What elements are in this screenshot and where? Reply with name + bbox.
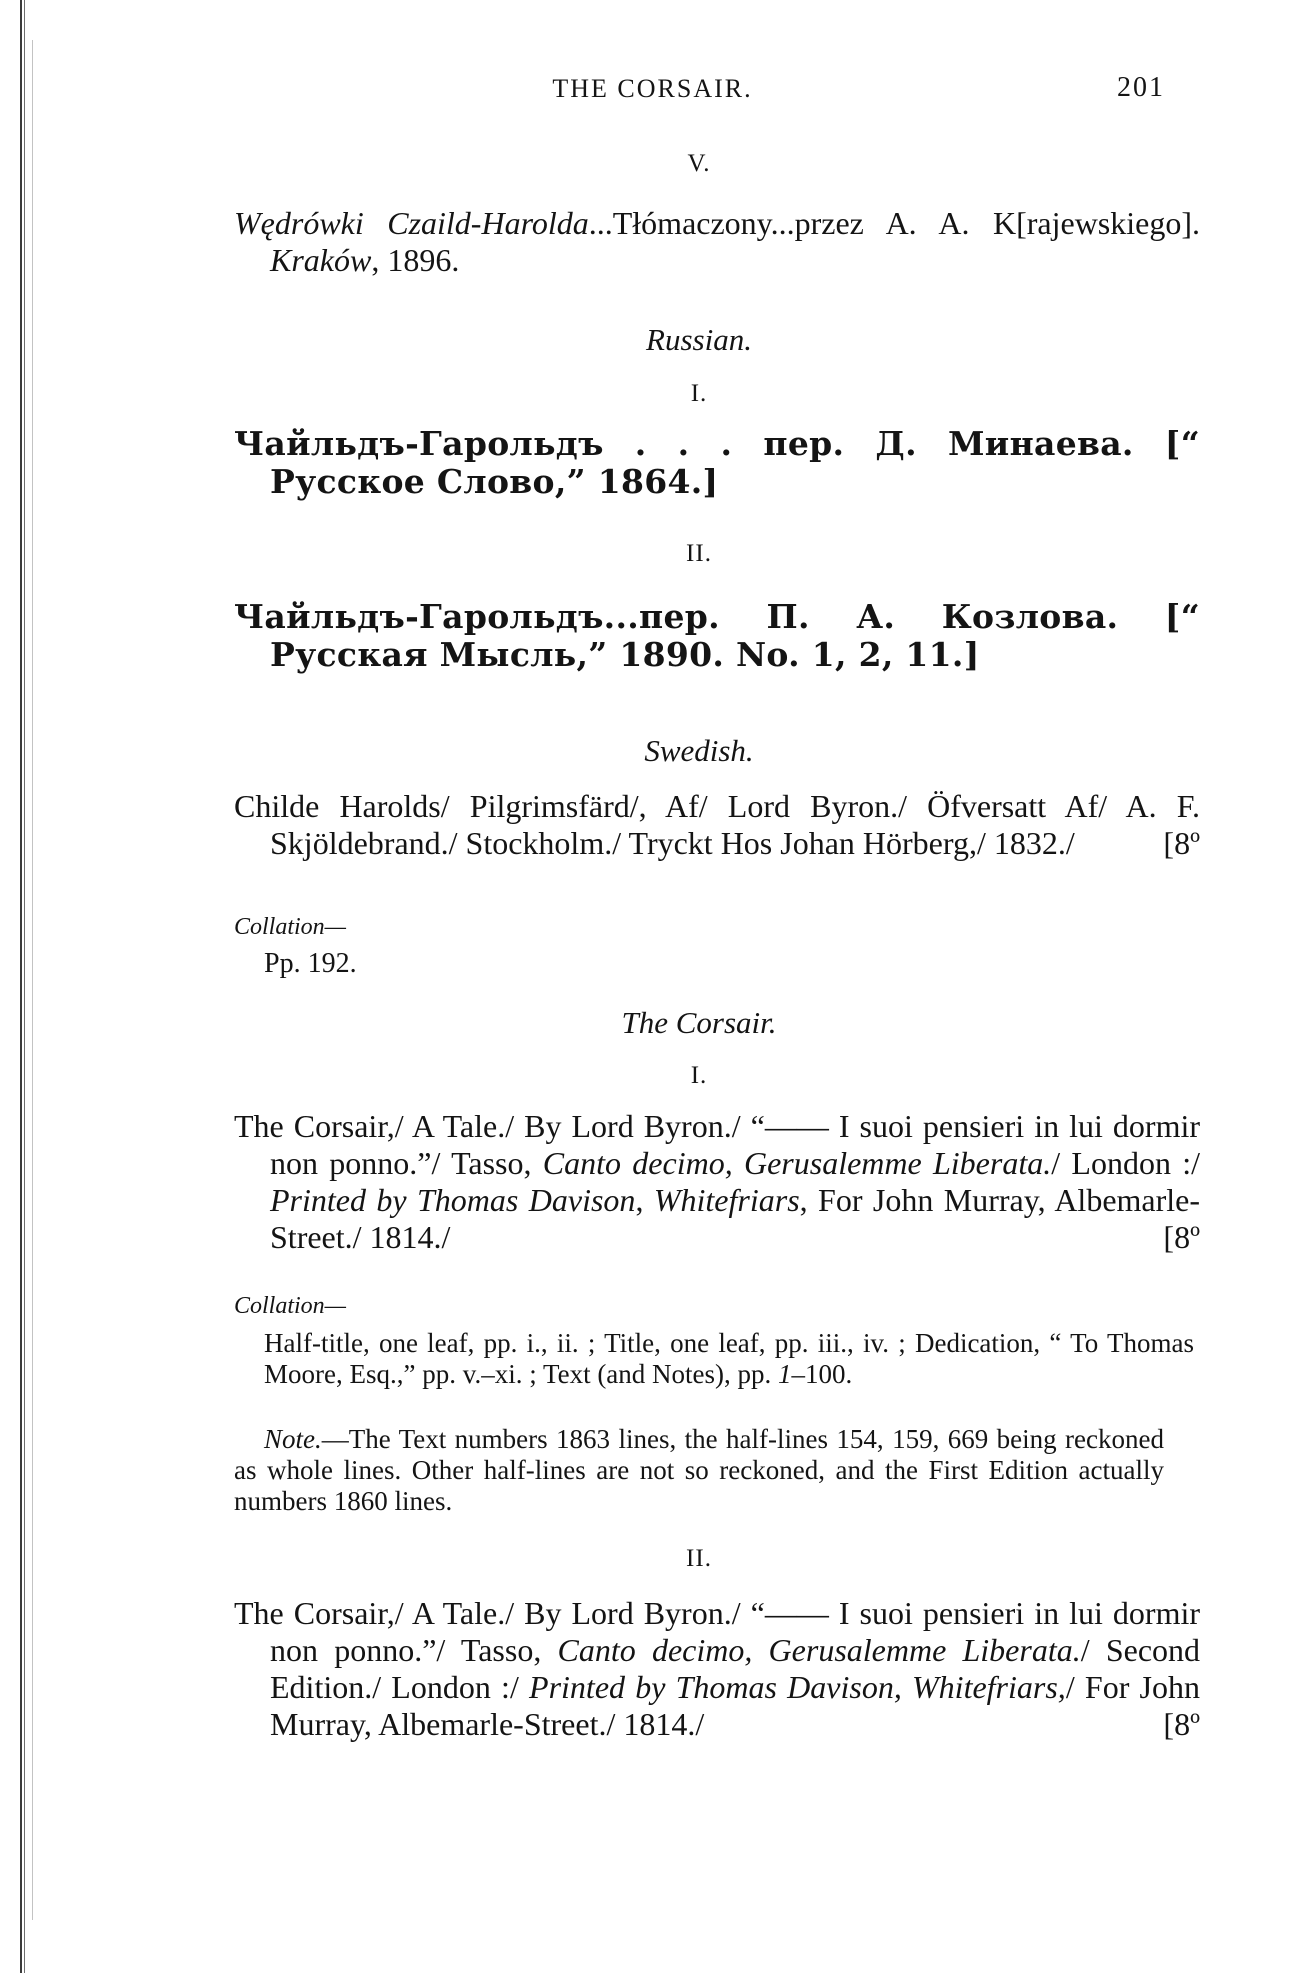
polish-entry-v: Wędrówki Czaild-Harolda...Tłómaczony...przez A. A. K[rajewskiego]. Kraków, 1896.	[234, 205, 1201, 278]
collation-corsair-i: Half-title, one leaf, pp. i., ii. ; Title, one leaf, pp. iii., iv. ; Dedication, “ To Thomas Moore, Esq.,” pp. v.–xi. ; Text (and Notes), pp. 1–100.	[264, 1328, 1194, 1389]
swedish-entry: Childe Harolds/ Pilgrimsfärd/, Af/ Lord Byron./ Öfversatt Af/ A. F. Skjöldebrand./ Stockholm./ Tryckt Hos Johan Hörberg,/ 1832./ [8º	[234, 788, 1200, 861]
entry-place: Kraków	[270, 242, 372, 278]
entry-title: Wędrówki Czaild-Harolda	[234, 205, 589, 241]
corsair-entry-ii: The Corsair,/ A Tale./ By Lord Byron./ “—— I suoi pensieri in lui dormir non ponno.”/ Tasso, Canto decimo, Gerusalemme Liberata./ Second Edition./ London :/ Printed by Thomas Davison, Whitefriars,/ For John Murray, Albemarle-Street./ 1814./ [8º	[234, 1595, 1201, 1742]
collation-swedish: Pp. 192.	[264, 948, 357, 979]
section-number-russian-i: I.	[690, 380, 708, 407]
corsair-entry-i: The Corsair,/ A Tale./ By Lord Byron./ “—— I suoi pensieri in lui dormir non ponno.”/ Tasso, Canto decimo, Gerusalemme Liberata./ London :/ Printed by Thomas Davison, Whitefriars, For John Murray, Albemarle-Street./ 1814./ [8º	[234, 1108, 1201, 1255]
heading-the-corsair: The Corsair.	[621, 1005, 777, 1040]
format-mark: [8º	[1163, 1219, 1200, 1255]
format-mark: [8º	[1163, 825, 1200, 861]
russian-entry-i: Чайльдъ-Гарольдъ . . . пер. Д. Минаева. [“ Русское Слово,” 1864.]	[234, 424, 1200, 501]
section-number-russian-ii: II.	[686, 540, 712, 567]
section-number-v: V.	[687, 150, 711, 177]
running-title: THE CORSAIR.	[552, 74, 753, 103]
running-head	[0, 70, 1305, 110]
heading-russian: Russian.	[646, 322, 752, 357]
collation-label-corsair-i: Collation—	[234, 1293, 347, 1319]
russian-entry-ii: Чайльдъ-Гарольдъ...пер. П. А. Козлова. [“ Русская Мысль,” 1890. No. 1, 2, 11.]	[234, 597, 1200, 674]
heading-swedish: Swedish.	[644, 733, 754, 768]
section-number-corsair-ii: II.	[686, 1545, 712, 1572]
section-number-corsair-i: I.	[690, 1062, 708, 1089]
format-mark: [8º	[1163, 1706, 1200, 1742]
note-label: Note.	[264, 1424, 322, 1454]
note-corsair-i: Note.—The Text numbers 1863 lines, the half-lines 154, 159, 669 being reckoned as whole lines. Other half-lines are not so reckoned, and the First Edition actually numbers 1860 lines.	[234, 1424, 1164, 1516]
collation-label-swedish: Collation—	[234, 914, 347, 940]
page-number: 201	[1117, 72, 1165, 103]
